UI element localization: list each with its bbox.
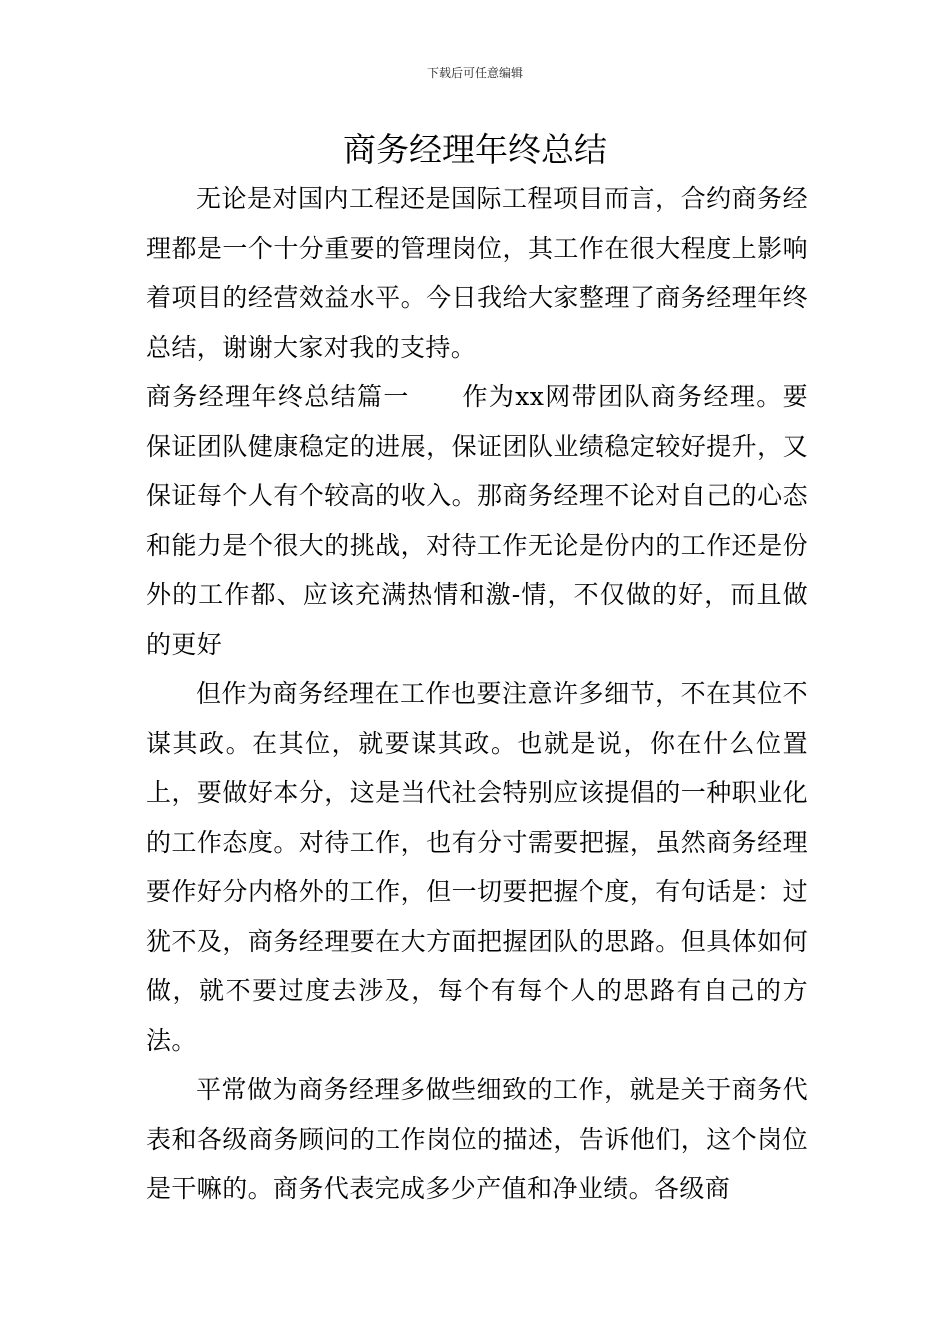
paragraph-intro: 无论是对国内工程还是国际工程项目而言，合约商务经理都是一个十分重要的管理岗位，其工作在很大程度上影响着项目的经营效益水平。今日我给大家整理了商务经理年终总结，谢谢大家对我的支持。	[146, 184, 808, 362]
paragraph-section-one: 商务经理年终总结篇一 作为xx网带团队商务经理。要保证团队健康稳定的进展，保证团队业绩稳定较好提升，又保证每个人有个较高的收入。那商务经理不论对自己的心态和能力是个很大的挑战，对待工作无论是份内的工作还是份外的工作都、应该充满热情和激-情，不仅做的好，而且做的更好	[146, 382, 808, 659]
paragraph-daily-work: 平常做为商务经理多做些细致的工作，就是关于商务代表和各级商务顾问的工作岗位的描述，告诉他们，这个岗位是干嘛的。商务代表完成多少产值和净业绩。各级商	[146, 1075, 808, 1203]
paragraph-details: 但作为商务经理在工作也要注意许多细节，不在其位不谋其政。在其位，就要谋其政。也就是说，你在什么位置上，要做好本分，这是当代社会特别应该提倡的一种职业化的工作态度。对待工作，也有分寸需要把握，虽然商务经理要作好分内格外的工作，但一切要把握个度，有句话是：过犹不及，商务经理要在大方面把握团队的思路。但具体如何做，就不要过度去涉及，每个有每个人的思路有自己的方法。	[146, 679, 808, 1055]
header-note: 下载后可任意编辑	[426, 66, 523, 80]
document-title: 商务经理年终总结	[343, 130, 607, 169]
document-body	[146, 174, 808, 1214]
